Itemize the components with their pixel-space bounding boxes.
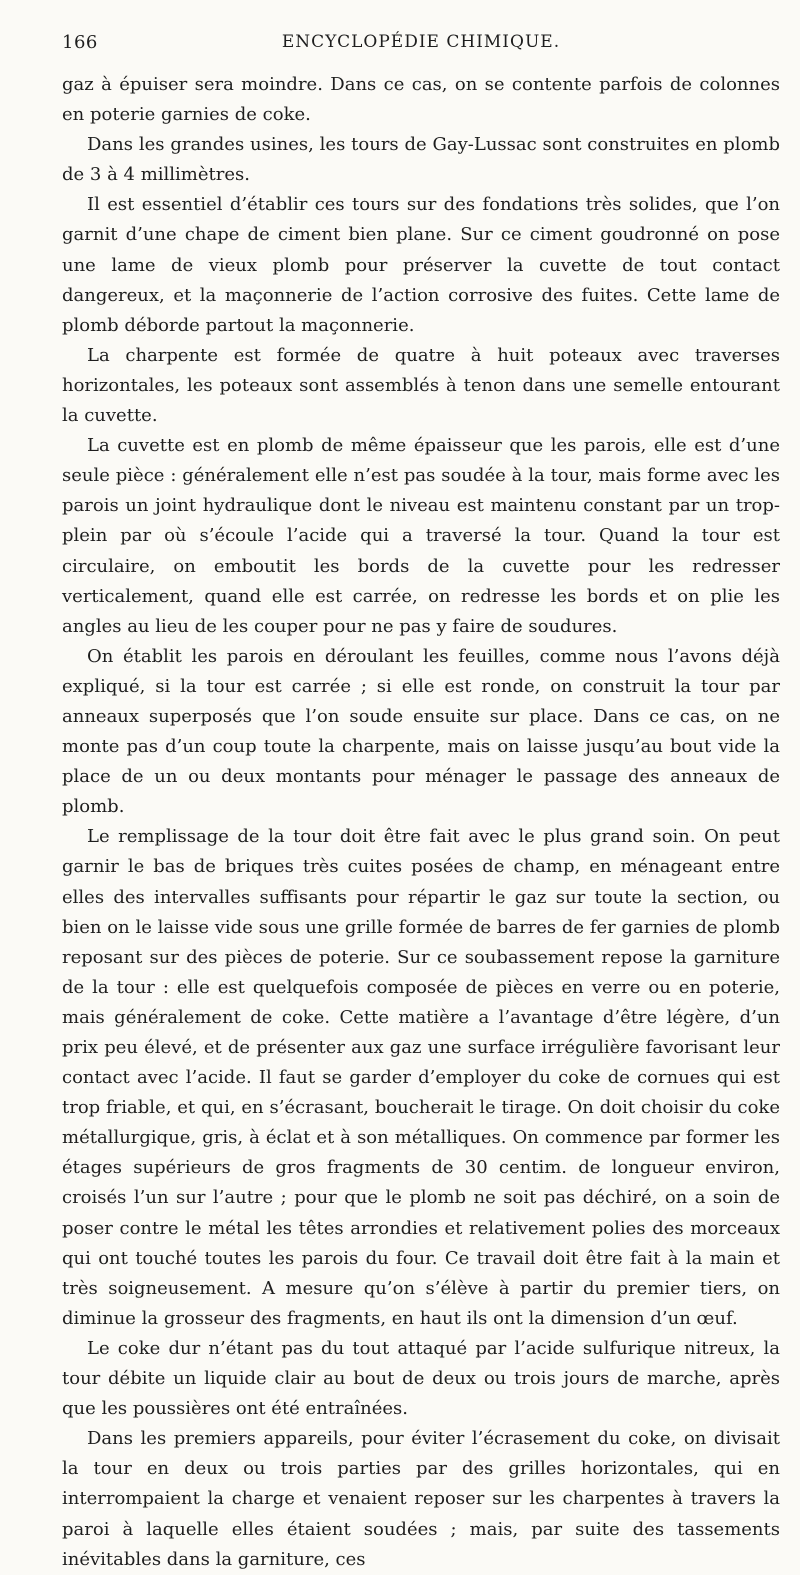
paragraph: Le coke dur n’étant pas du tout attaqué par l’acide sulfurique nitreux, la tour débite un liquide clair au bout de deux ou trois jours de marche, après que les poussières ont été entraînées. <box>62 1337 780 1420</box>
paragraph: Il est essentiel d’établir ces tours sur des fondations très solides, que l’on garnit d’une chape de ciment bien plane. Sur ce ciment goudronné on pose une lame de vieux plomb pour préserver la cuvette de tout contact dangereux, et la maçonnerie de l’action corrosive des fuites. Cette lame de plomb déborde partout la maçonnerie. <box>62 194 780 336</box>
page-header <box>62 32 780 60</box>
paragraph: gaz à épuiser sera moindre. Dans ce cas, on se contente parfois de colonnes en poterie garnies de coke. <box>62 74 780 126</box>
body-text <box>62 70 780 1575</box>
paragraph: La cuvette est en plomb de même épaisseur que les parois, elle est d’une seule pièce : généralement elle n’est pas soudée à la tour, mais forme avec les parois un joint hydraulique dont le niveau est maintenu constant par un trop-plein par où s’écoule l’acide qui a traversé la tour. Quand la tour est circulaire, on emboutit les bords de la cuvette pour les redresser verticalement, quand elle est carrée, on redresse les bords et on plie les angles au lieu de les couper pour ne pas y faire de soudures. <box>62 435 780 637</box>
paragraph: On établit les parois en déroulant les feuilles, comme nous l’avons déjà expliqué, si la tour est carrée ; si elle est ronde, on construit la tour par anneaux superposés que l’on soude ensuite sur place. Dans ce cas, on ne monte pas d’un coup toute la charpente, mais on laisse jusqu’au bout vide la place de un ou deux montants pour ménager le passage des anneaux de plomb. <box>62 645 780 818</box>
running-title: ENCYCLOPÉDIE CHIMIQUE. <box>281 32 561 52</box>
paragraph: La charpente est formée de quatre à huit poteaux avec traverses horizontales, les poteaux sont assemblés à tenon dans une semelle entourant la cuvette. <box>62 344 780 427</box>
paragraph: Dans les premiers appareils, pour éviter l’écrasement du coke, on divisait la tour en deux ou trois parties par des grilles horizontales, qui en interrompaient la charge et venaient reposer sur les charpentes à travers la paroi à laquelle elles étaient soudées ; mais, par suite des tassements inévitables dans la garniture, ces <box>62 1428 780 1570</box>
page-number: 166 <box>62 32 98 53</box>
paragraph: Le remplissage de la tour doit être fait avec le plus grand soin. On peut garnir le bas de briques très cuites posées de champ, en ménageant entre elles des intervalles suffisants pour répartir le gaz sur toute la section, ou bien on le laisse vide sous une grille formée de barres de fer garnies de plomb reposant sur des pièces de poterie. Sur ce soubassement repose la garniture de la tour : elle est quelquefois composée de pièces en verre ou en poterie, mais généralement de coke. Cette matière a l’avantage d’être légère, d’un prix peu élevé, et de présenter aux gaz une surface irrégulière favorisant leur contact avec l’acide. Il faut se garder d’employer du coke de cornues qui est trop friable, et qui, en s’écrasant, boucherait le tirage. On doit choisir du coke métallurgique, gris, à éclat et à son métalliques. On commence par former les étages supérieurs de gros fragments de 30 centim. de longueur environ, croisés l’un sur l’autre ; pour que le plomb ne soit pas déchiré, on a soin de poser contre le métal les têtes arrondies et relativement polies des morceaux qui ont touché toutes les parois du four. Ce travail doit être fait à la main et très soigneusement. A mesure qu’on s’élève à partir du premier tiers, on diminue la grosseur des fragments, en haut ils ont la dimension d’un œuf. <box>62 826 780 1329</box>
paragraph: Dans les grandes usines, les tours de Gay-Lussac sont construites en plomb de 3 à 4 millimètres. <box>62 134 780 186</box>
